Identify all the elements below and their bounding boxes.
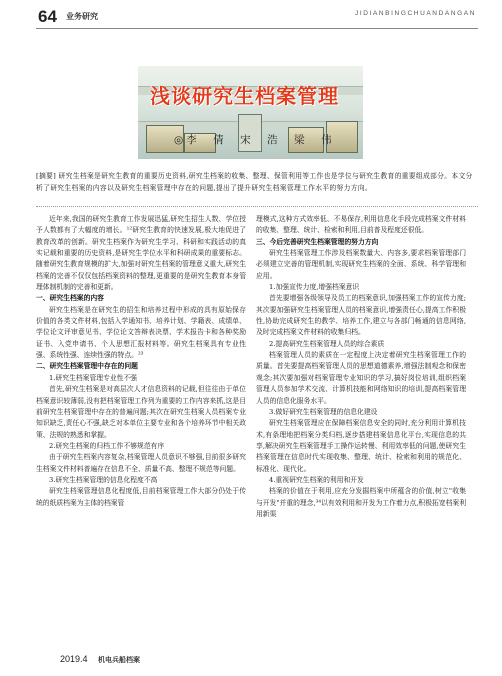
running-title: JIDIANBINGCHUANDANGAN xyxy=(355,10,476,17)
footer-journal: 机电兵船档案 xyxy=(98,656,140,664)
column-name: 业务研究 xyxy=(66,12,98,21)
page-number: 64 xyxy=(38,7,57,26)
header-rule xyxy=(36,28,478,29)
subsection-heading: 1.加强宣传力度,增强档案意识 xyxy=(269,283,360,292)
abstract-rule xyxy=(36,206,478,207)
article-title: 浅谈研究生档案管理 xyxy=(150,84,339,108)
abstract: [摘要] 研究生档案是研究生教育的重要历史资料,研究生档案的收集、整理、保管利用等工作也是学位与研究生教育的重要组成部分。本文分析了研究生档案的内容以及研究生档案管理中存在的问题,提出了提升研究生档案管理工作水平的努力方向。 xyxy=(36,172,473,192)
paragraph: 近年来,我国的研究生教育工作发展迅猛,研究生招生人数、学位授予人数都有了大幅度的增长。¹²研究生教育的快速发展,极大地促进了教育改革的创新。研究生档案作为研究生学习、科研和实践活动的真实记载和重要的历史资料,是研究生学位水平和科研成果的重要标志。随着研究生教育规模的扩大,加强对研究生档案的管理意义重大,研究生档案的完善不仅仅包括档案资料的整理,更重要的是研究生教育本身管理体制机制的完善和更新。 xyxy=(36,215,246,292)
paragraph: 首先要增强各级领导及员工的档案意识,加强档案工作的宣传力度;其次要加强研究生档案管理人员的档案意识,增强责任心,提高工作积极性,协助完成研究生的教学、培养工作,建立与各部门畅通的信息网络,及时完成档案文件材料的收集归档。 xyxy=(256,294,466,337)
subsection-heading: 3.研究生档案管理的信息化程度不高 xyxy=(49,475,158,484)
footer-date: 2019.4 xyxy=(60,654,88,664)
paragraph: 研究生档案管理工作涉及档案数量大、内容多,要求档案管理部门必须建立完善的管理机制,实现研究生档案的全面、系统、科学管理和应用。 xyxy=(256,249,466,280)
subsection-heading: 3.做好研究生档案管理的信息化建设 xyxy=(269,407,378,416)
left-column xyxy=(36,214,246,509)
paragraph: 档案的价值在于利用,应充分发掘档案中所蕴含的价值,树立"收集与开发"并重的理念,³⁴以有效利用和开发为工作着力点,积极拓宽档案利用新渠 xyxy=(256,487,467,518)
paragraph: 由于研究生档案内容复杂,档案管理人员意识不够强,目前很多研究生档案文件材料普遍存在信息不全、质量不高、整理不规范等问题。 xyxy=(36,453,246,473)
article-author: ◎李 倩 宋 浩 梁 伟 xyxy=(174,134,335,146)
paragraph: 研究生档案管理应在保障档案信息安全的同时,充分利用计算机技术,有条理地把档案分类归档,逐步搭建档案信息化平台,实现信息的共享,解决研究生档案管理手工操作运转慢、利用效率低的问题,使研究生档案管理在信息时代实现收集、整理、统计、检索和利用的规范化、标准化、现代化。 xyxy=(256,419,466,473)
subsection-heading: 4.重视研究生档案的利用和开发 xyxy=(269,475,364,484)
section-heading: 三、今后完善研究生档案管理的努力方向 xyxy=(256,237,379,246)
paragraph: 档案管理人员的素质在一定程度上决定着研究生档案管理工作的质量。首先要提高档案管理人员的思想道德素养,增强法制观念和保密观念;其次要加强对档案管理专业知识的学习,搞好岗位培训,组织档案管理人员参加学术交流、计算机技能和网络知识的培训,提高档案管理人员的信息化服务水平。 xyxy=(256,351,466,405)
section-heading: 二、研究生档案管理中存在的问题 xyxy=(36,362,138,371)
paragraph: 理模式,这种方式效率低、不易保存,利用信息化手段完成档案文件材料的收集、整理、统计、检索和利用,目前普及程度还很低。 xyxy=(256,215,466,235)
subsection-heading: 2.研究生档案的归档工作不够规范有序 xyxy=(49,441,165,450)
paragraph: 研究生档案管理信息化程度低,目前档案管理工作大部分仍处于传统的纸质档案为主体的档案管 xyxy=(36,487,246,507)
right-column xyxy=(256,214,466,520)
subsection-heading: 1.研究生档案管理专业性不强 xyxy=(49,373,138,382)
paragraph: 首先,研究生档案是对高层次人才信息资料的记载,但往往由于单位档案意识较薄弱,没有把档案管理工作列为重要的工作内容来抓,这是目前研究生档案管理中存在的普遍问题;其次在研究生档案人员档案专业知识缺乏,责任心不强,缺乏对本单位主要专业和各个培养环节中相关政策、法规的熟悉和掌握。 xyxy=(36,385,246,439)
section-heading: 一、研究生档案的内容 xyxy=(36,294,104,303)
subsection-heading: 2.提高研究生档案管理人员的综合素质 xyxy=(269,339,385,348)
paragraph: 研究生档案是在研究生的招生和培养过程中形成的具有原始保存价值的各类文件材料,包括入学通知书、培养计划、学籍表、成绩单、学位论文评审意见书、学位论文答辩表决票、学术报告卡和各种奖励证书、入党申请书、个人思想汇报材料等。研究生档案具有专业性强、系统性强、连续性强的特点。²³ xyxy=(36,305,246,360)
